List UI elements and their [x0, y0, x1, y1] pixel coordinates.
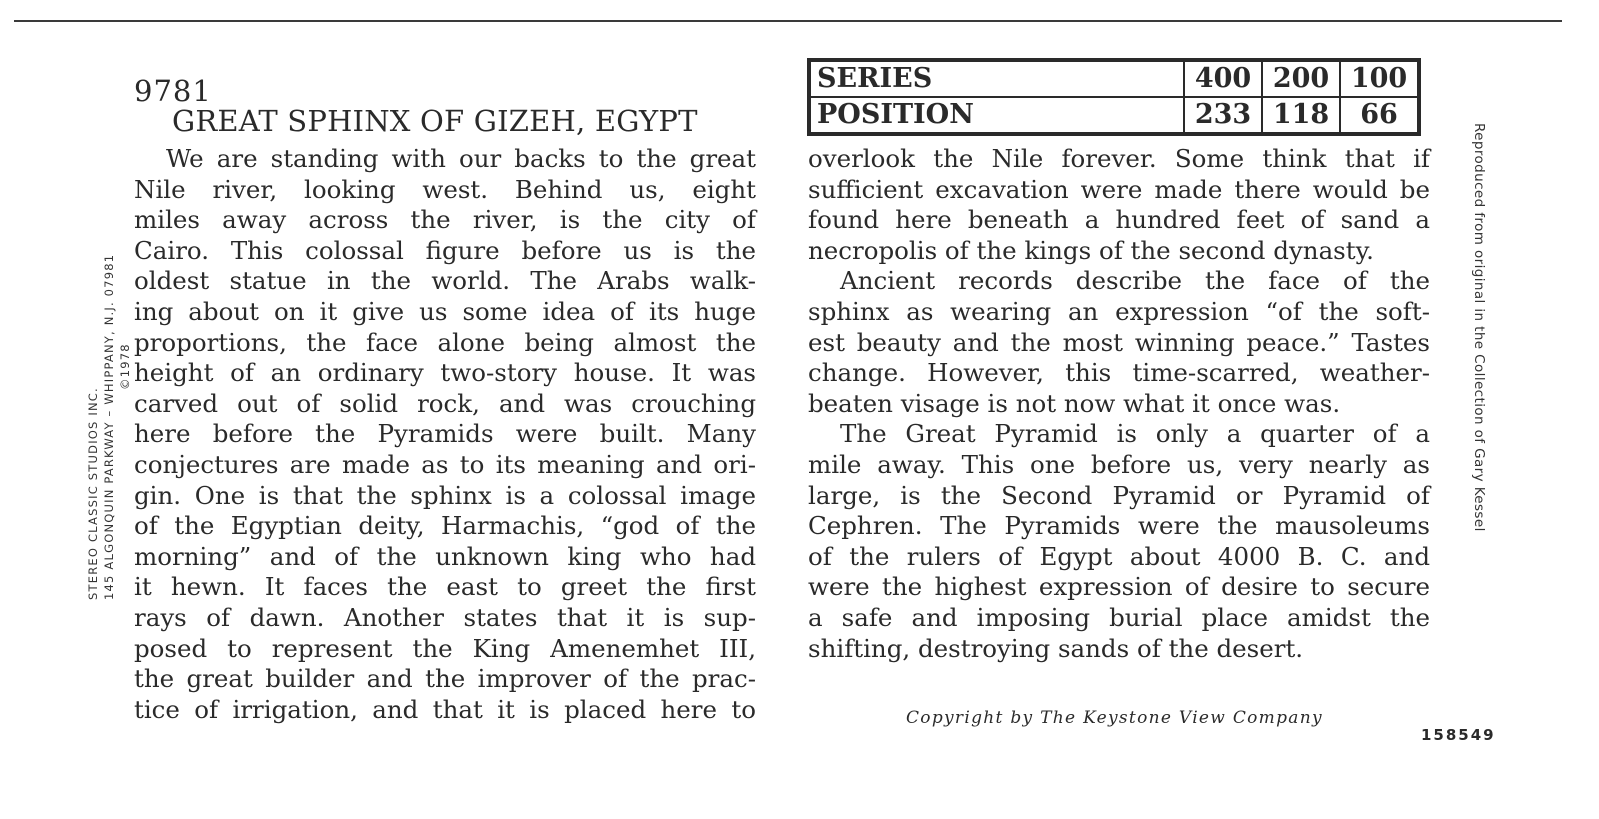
publisher-line-3: ©1978: [118, 343, 132, 390]
text-line: tice of irrigation, and that it is placed here to: [134, 694, 756, 724]
text-line: necropolis of the kings of the second dynasty.: [808, 235, 1374, 265]
text-line: of the Egyptian deity, Harmachis, “god of the: [134, 511, 756, 541]
reproduction-credit: Reproduced from original in the Collection of Gary Kessel: [1471, 123, 1487, 532]
text-line: The Great Pyramid is only a quarter of a: [840, 419, 1430, 449]
series-value: 400: [1184, 60, 1262, 97]
publisher-line-2: 145 ALGONQUIN PARKWAY – WHIPPANY, N.J. 07981: [102, 253, 116, 600]
text-line: Cephren. The Pyramids were the mausoleums: [808, 511, 1430, 541]
text-line: posed to represent the King Amenemhet III,: [134, 633, 756, 663]
text-line: miles away across the river, is the city of: [134, 205, 756, 235]
position-label: POSITION: [809, 97, 1184, 134]
text-column-right: [808, 144, 1430, 664]
position-value: 118: [1262, 97, 1340, 134]
series-row: [809, 60, 1419, 97]
text-line: carved out of solid rock, and was crouching: [134, 388, 756, 418]
publisher-imprint: [85, 254, 133, 600]
publisher-line-1: STEREO CLASSIC STUDIOS INC.: [86, 387, 100, 600]
text-line: sphinx as wearing an expression “of the soft-: [808, 296, 1430, 326]
text-line: oldest statue in the world. The Arabs walk-: [134, 266, 756, 296]
text-line: here before the Pyramids were built. Many: [134, 419, 756, 449]
text-line: the great builder and the improver of the prac-: [134, 664, 756, 694]
text-line: proportions, the face alone being almost the: [134, 327, 756, 357]
text-line: found here beneath a hundred feet of sand a: [808, 205, 1430, 235]
text-column-left: [134, 144, 756, 725]
card-title: GREAT SPHINX OF GIZEH, EGYPT: [172, 104, 698, 138]
text-line: est beauty and the most winning peace.” Tastes: [808, 327, 1430, 357]
copyright-notice: Copyright by The Keystone View Company: [906, 708, 1323, 728]
series-value: 200: [1262, 60, 1340, 97]
series-position-table: [807, 58, 1421, 136]
card-number: 9781: [134, 74, 212, 108]
text-line: Nile river, looking west. Behind us, eight: [134, 174, 756, 204]
position-value: 233: [1184, 97, 1262, 134]
text-line: of the rulers of Egypt about 4000 B. C. and: [808, 541, 1430, 571]
text-line: rays of dawn. Another states that it is sup-: [134, 602, 756, 632]
text-line: overlook the Nile forever. Some think that if: [808, 144, 1430, 173]
series-value: 100: [1340, 60, 1419, 97]
text-line: large, is the Second Pyramid or Pyramid of: [808, 480, 1430, 510]
text-line: it hewn. It faces the east to greet the first: [134, 572, 756, 602]
text-line: ing about on it give us some idea of its huge: [134, 296, 756, 326]
text-line: height of an ordinary two-story house. It was: [134, 358, 756, 388]
text-line: conjectures are made as to its meaning and ori-: [134, 449, 756, 479]
text-line: change. However, this time-scarred, weather-: [808, 358, 1430, 388]
text-line: gin. One is that the sphinx is a colossal image: [134, 480, 756, 510]
text-line: beaten visage is not now what it once was.: [808, 388, 1341, 418]
text-line: shifting, destroying sands of the desert.: [808, 633, 1304, 663]
series-label: SERIES: [809, 60, 1184, 97]
text-line: We are standing with our backs to the great: [166, 144, 756, 173]
text-line: a safe and imposing burial place amidst the: [808, 602, 1430, 632]
text-line: were the highest expression of desire to secure: [808, 572, 1430, 602]
position-value: 66: [1340, 97, 1419, 134]
text-line: Ancient records describe the face of the: [840, 266, 1430, 296]
text-line: sufficient excavation were made there would be: [808, 174, 1430, 204]
position-row: [809, 97, 1419, 134]
text-line: Cairo. This colossal figure before us is the: [134, 235, 756, 265]
catalog-code: 158549: [1421, 726, 1496, 744]
text-line: mile away. This one before us, very nearly as: [808, 449, 1430, 479]
text-line: morning” and of the unknown king who had: [134, 541, 756, 571]
